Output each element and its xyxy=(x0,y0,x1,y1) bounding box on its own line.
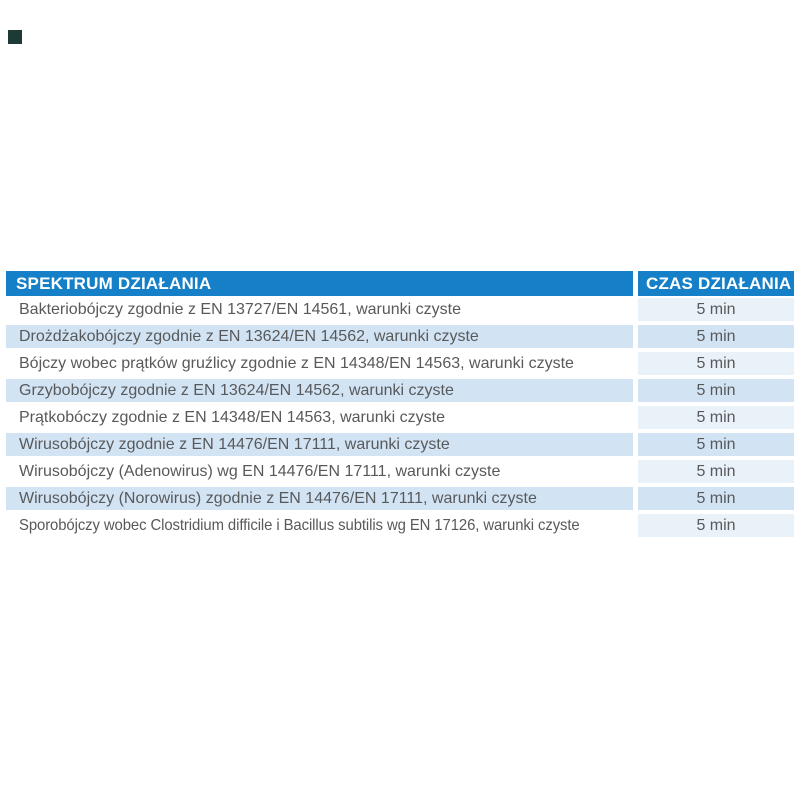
table-row xyxy=(6,487,794,514)
spektrum-cell-text: Bójczy wobec prątków gruźlicy zgodnie z EN 14348/EN 14563, warunki czyste xyxy=(19,354,574,372)
table-row xyxy=(6,352,794,379)
table-row xyxy=(6,433,794,460)
table-body xyxy=(6,298,794,539)
spektrum-cell-text: Wirusobójczy (Adenowirus) wg EN 14476/EN 17111, warunki czyste xyxy=(19,462,501,480)
czas-cell xyxy=(638,487,794,510)
czas-cell xyxy=(638,352,794,375)
header-czas-dzialania: CZAS DZIAŁANIA xyxy=(638,271,794,296)
czas-cell xyxy=(638,379,794,402)
czas-cell xyxy=(638,514,794,537)
spektrum-cell xyxy=(6,406,638,429)
spektrum-cell-text: Sporobójczy wobec Clostridium difficile i Bacillus subtilis wg EN 17126, warunki czyste xyxy=(19,516,580,534)
spektrum-cell xyxy=(6,433,638,456)
czas-cell-text: 5 min xyxy=(696,435,736,453)
czas-cell xyxy=(638,433,794,456)
spektrum-cell xyxy=(6,379,638,402)
czas-cell-text: 5 min xyxy=(696,462,736,480)
czas-cell-text: 5 min xyxy=(696,354,736,372)
czas-cell-text: 5 min xyxy=(696,489,736,507)
spektrum-cell xyxy=(6,352,638,375)
spektrum-cell-text: Bakteriobójczy zgodnie z EN 13727/EN 14561, warunki czyste xyxy=(19,300,462,318)
spektrum-cell xyxy=(6,298,638,321)
czas-cell-text: 5 min xyxy=(696,408,736,426)
table-row xyxy=(6,379,794,406)
czas-cell-text: 5 min xyxy=(696,381,736,399)
czas-cell xyxy=(638,298,794,321)
czas-cell xyxy=(638,406,794,429)
table-row xyxy=(6,406,794,433)
table-header-row xyxy=(6,271,794,298)
spektrum-cell-text: Prątkobóczy zgodnie z EN 14348/EN 14563, warunki czyste xyxy=(19,408,446,426)
spektrum-cell xyxy=(6,325,638,348)
spektrum-cell-text: Grzybobójczy zgodnie z EN 13624/EN 14562, warunki czyste xyxy=(19,381,454,399)
spectrum-of-action-table xyxy=(6,271,794,539)
table-row xyxy=(6,460,794,487)
spektrum-cell xyxy=(6,460,638,483)
czas-cell xyxy=(638,325,794,348)
table-row xyxy=(6,514,794,539)
czas-cell-text: 5 min xyxy=(696,327,736,345)
czas-cell xyxy=(638,460,794,483)
header-spektrum-dzialania: SPEKTRUM DZIAŁANIA xyxy=(6,271,638,296)
spektrum-cell xyxy=(6,487,638,510)
czas-cell-text: 5 min xyxy=(696,516,736,534)
spektrum-cell-text: Wirusobójczy (Norowirus) zgodnie z EN 14476/EN 17111, warunki czyste xyxy=(19,489,537,507)
decorative-corner-square xyxy=(8,30,22,44)
table-row xyxy=(6,325,794,352)
spektrum-cell xyxy=(6,514,638,537)
czas-cell-text: 5 min xyxy=(696,300,736,318)
spektrum-cell-text: Drożdżakobójczy zgodnie z EN 13624/EN 14562, warunki czyste xyxy=(19,327,479,345)
spektrum-cell-text: Wirusobójczy zgodnie z EN 14476/EN 17111, warunki czyste xyxy=(19,435,450,453)
table-row xyxy=(6,298,794,325)
